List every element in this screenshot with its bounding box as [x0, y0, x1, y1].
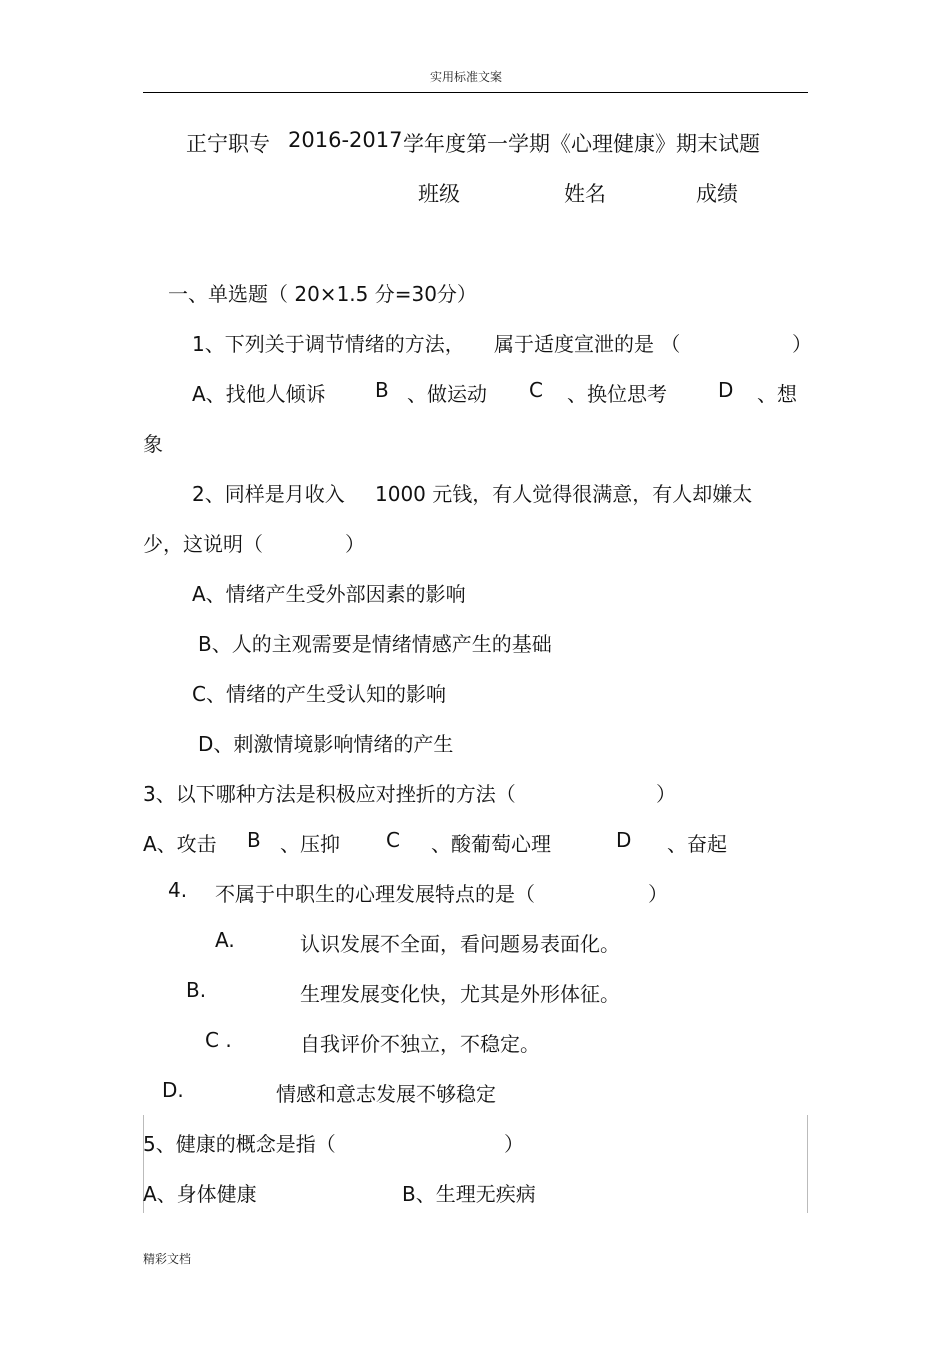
q4-option-a-letter: A. [215, 928, 235, 952]
q2-stem-a: 2、同样是月收入 [192, 482, 345, 506]
right-margin-line [807, 1115, 808, 1213]
q4-option-a: 认识发展不全面，看问题易表面化。 [300, 932, 620, 956]
q5-stem: 5、健康的概念是指（ [143, 1132, 336, 1156]
q4-option-c-letter: C . [205, 1028, 232, 1052]
q2-option-d: D、刺激情境影响情绪的产生 [198, 732, 454, 756]
q1-option-b: 、做运动 [407, 382, 487, 406]
header-rule [143, 92, 808, 93]
class-label: 班级 [418, 182, 460, 206]
q5-paren-close: ） [504, 1132, 524, 1156]
q5-option-b: B、生理无疾病 [402, 1182, 536, 1206]
q1-stem-2: 属于适度宣泄的是 （ [494, 332, 681, 356]
q1-option-c: 、换位思考 [567, 382, 667, 406]
q1-option-b-letter: B [375, 378, 389, 402]
q1-option-d-cont: 象 [143, 432, 163, 456]
q4-option-c: 自我评价不独立，不稳定。 [300, 1032, 540, 1056]
q1-option-d-letter: D [718, 378, 734, 402]
q1-option-c-letter: C [529, 378, 543, 402]
q1-stem: 1、下列关于调节情绪的方法， [192, 332, 465, 356]
q4-number: 4. [168, 878, 188, 902]
q4-option-d-letter: D. [162, 1078, 184, 1102]
q3-option-d: 、奋起 [667, 832, 727, 856]
section-heading: 一、单选题（ 20×1.5 分=30分） [168, 282, 477, 306]
q4-option-b: 生理发展变化快，尤其是外形体征。 [300, 982, 620, 1006]
q2-stem-b: 1000 元钱，有人觉得很满意，有人却嫌太 [375, 482, 753, 506]
q4-stem: 不属于中职生的心理发展特点的是（ [215, 882, 535, 906]
q1-paren-close: ） [792, 332, 812, 356]
q3-option-b-letter: B [247, 828, 261, 852]
q4-option-b-letter: B. [186, 978, 207, 1002]
q2-option-a: A、情绪产生受外部因素的影响 [192, 582, 466, 606]
q3-paren-close: ） [656, 782, 676, 806]
q4-option-d: 情感和意志发展不够稳定 [276, 1082, 496, 1106]
q4-paren-close: ） [648, 882, 668, 906]
name-label: 姓名 [564, 182, 606, 206]
title-rest: 学年度第一学期《心理健康》期末试题 [403, 132, 760, 156]
q3-stem: 3、以下哪种方法是积极应对挫折的方法（ [143, 782, 516, 806]
title-school: 正宁职专 [186, 132, 270, 156]
q5-option-a: A、身体健康 [143, 1182, 257, 1206]
q1-option-d: 、想 [757, 382, 797, 406]
q2-stem-cont: 少，这说明（ [143, 532, 263, 556]
q3-option-a: A、攻击 [143, 832, 217, 856]
q1-option-a: A、找他人倾诉 [192, 382, 326, 406]
q3-option-c-letter: C [386, 828, 400, 852]
q2-paren-close: ） [345, 532, 365, 556]
page-footer: 精彩文档 [143, 1252, 192, 1266]
page-header: 实用标准文案 [430, 70, 503, 84]
q2-option-b: B、人的主观需要是情绪情感产生的基础 [198, 632, 552, 656]
score-label: 成绩 [696, 182, 738, 206]
q2-option-c: C、情绪的产生受认知的影响 [192, 682, 446, 706]
title-years: 2016-2017 [288, 128, 403, 152]
q3-option-d-letter: D [616, 828, 632, 852]
q3-option-c: 、酸葡萄心理 [431, 832, 551, 856]
q3-option-b: 、压抑 [280, 832, 340, 856]
